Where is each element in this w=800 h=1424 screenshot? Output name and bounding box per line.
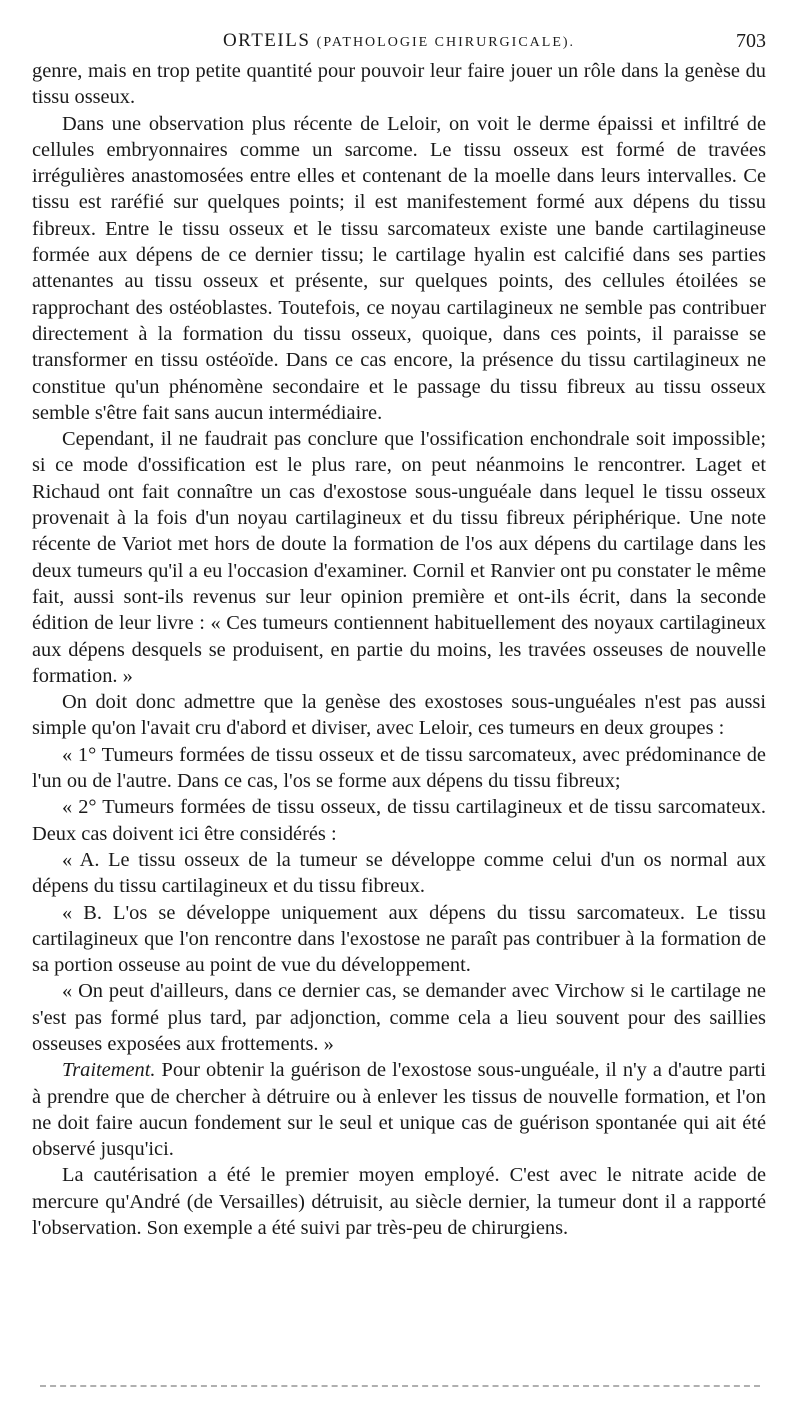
paragraph-5: « 1° Tumeurs formées de tissu osseux et de tissu sarcomateux, avec prédominance de l'un ou de l'autre. Dans ce cas, l'os se forme aux dépens du tissu fibreux; xyxy=(32,743,766,793)
title-main: ORTEILS xyxy=(222,30,311,51)
paragraph-4: On doit donc admettre que la genèse des exostoses sous-unguéales n'est pas aussi simple qu'on l'avait cru d'abord et diviser, avec Leloir, ces tumeurs en deux groupes : xyxy=(32,691,766,740)
paragraph-7: « A. Le tissu osseux de la tumeur se développe comme celui d'un os normal aux dépens du tissu cartilagineux et du tissu fibreux. xyxy=(32,848,766,898)
footer-rule xyxy=(40,1385,760,1387)
running-title xyxy=(32,30,766,52)
paragraph-8: « B. L'os se développe uniquement aux dépens du tissu sarcomateux. Le tissu cartilagineux que l'on rencontre dans l'exostose ne paraît pas contribuer à la formation de sa portion osseuse au point de vue du développement. xyxy=(32,901,766,977)
treatment-heading: Traitement. xyxy=(62,1059,156,1082)
page xyxy=(32,30,766,1241)
running-header xyxy=(32,30,766,58)
paragraph-3: Cependant, il ne faudrait pas conclure que l'ossification enchondrale soit impossible; si ce mode d'ossification est le plus rare, on peut néanmoins le rencontrer. Laget et Richaud ont fait connaître un cas d'exostose sous-unguéale dans lequel le tissu osseux provenait à la fois d'un noyau cartilagineux et du tissu fibreux périphérique. Une note récente de Variot met hors de doute la formation de l'os aux dépens du cartilage dans les deux tumeurs qu'il a eu l'occasion d'examiner. Cornil et Ranvier ont pu constater le même fait, aussi sont-ils revenus sur leur opinion première et ont-ils écrit, dans la seconde édition de leur livre : « Ces tumeurs contiennent habituellement des noyaux cartilagineux aux dépens desquels se produisent, en partie du moins, les travées osseuses de nouvelle formation. » xyxy=(32,428,766,687)
paragraph-6: « 2° Tumeurs formées de tissu osseux, de tissu cartilagineux et de tissu sarcomateux. Deux cas doivent ici être considérés : xyxy=(32,796,766,845)
title-sub: (PATHOLOGIE CHIRURGICALE). xyxy=(316,35,576,50)
paragraph-11: La cautérisation a été le premier moyen employé. C'est avec le nitrate acide de mercure qu'André (de Versailles) détruisit, au siècle dernier, la tumeur dont il a rapporté l'observation. Son exemple a été suivi par très-peu de chirurgiens. xyxy=(32,1164,766,1240)
treatment-text: Pour obtenir la guérison de l'exostose sous-unguéale, il n'y a d'autre parti à prendre que de chercher à détruire ou à enlever les tissus de nouvelle formation, et l'on ne doit faire aucun fondement sur le seul et unique cas de guérison spontanée qui ait été observé jusqu'ici. xyxy=(32,1059,766,1161)
paragraph-2: Dans une observation plus récente de Leloir, on voit le derme épaissi et infiltré de cellules embryonnaires comme un sarcome. Le tissu osseux est formé de travées irrégulières anastomosées entre elles et contenant de la moelle dans leurs intervalles. Ce tissu est raréfié sur quelques points; il est manifestement formé aux dépens du tissu fibreux. Entre le tissu osseux et le tissu sarcomateux existe une bande cartilagineuse formée aux dépens de ce dernier tissu; le cartilage hyalin est calcifié dans ses parties attenantes au tissu osseux et présente, sur quelques points, des cellules étoilées se rapprochant des ostéoblastes. Toutefois, ce noyau cartilagineux ne semble pas contribuer directement à la formation du tissu osseux, quoique, dans ces points, il paraisse se transformer en tissu ostéoïde. Dans ce cas encore, la présence du tissu cartilagineux ne constitue qu'un phénomène secondaire et le passage du tissu fibreux au tissu osseux semble s'être fait sans aucun intermédiaire. xyxy=(32,112,766,424)
paragraph-10 xyxy=(32,1057,766,1162)
page-number: 703 xyxy=(736,30,766,52)
body-text xyxy=(32,58,766,1241)
paragraph-1: genre, mais en trop petite quantité pour pouvoir leur faire jouer un rôle dans la genèse du tissu osseux. xyxy=(32,60,766,109)
paragraph-9: « On peut d'ailleurs, dans ce dernier cas, se demander avec Virchow si le cartilage ne s'est pas formé plus tard, par adjonction, comme cela a lieu souvent pour des saillies osseuses exposées aux frottements. » xyxy=(32,980,766,1055)
